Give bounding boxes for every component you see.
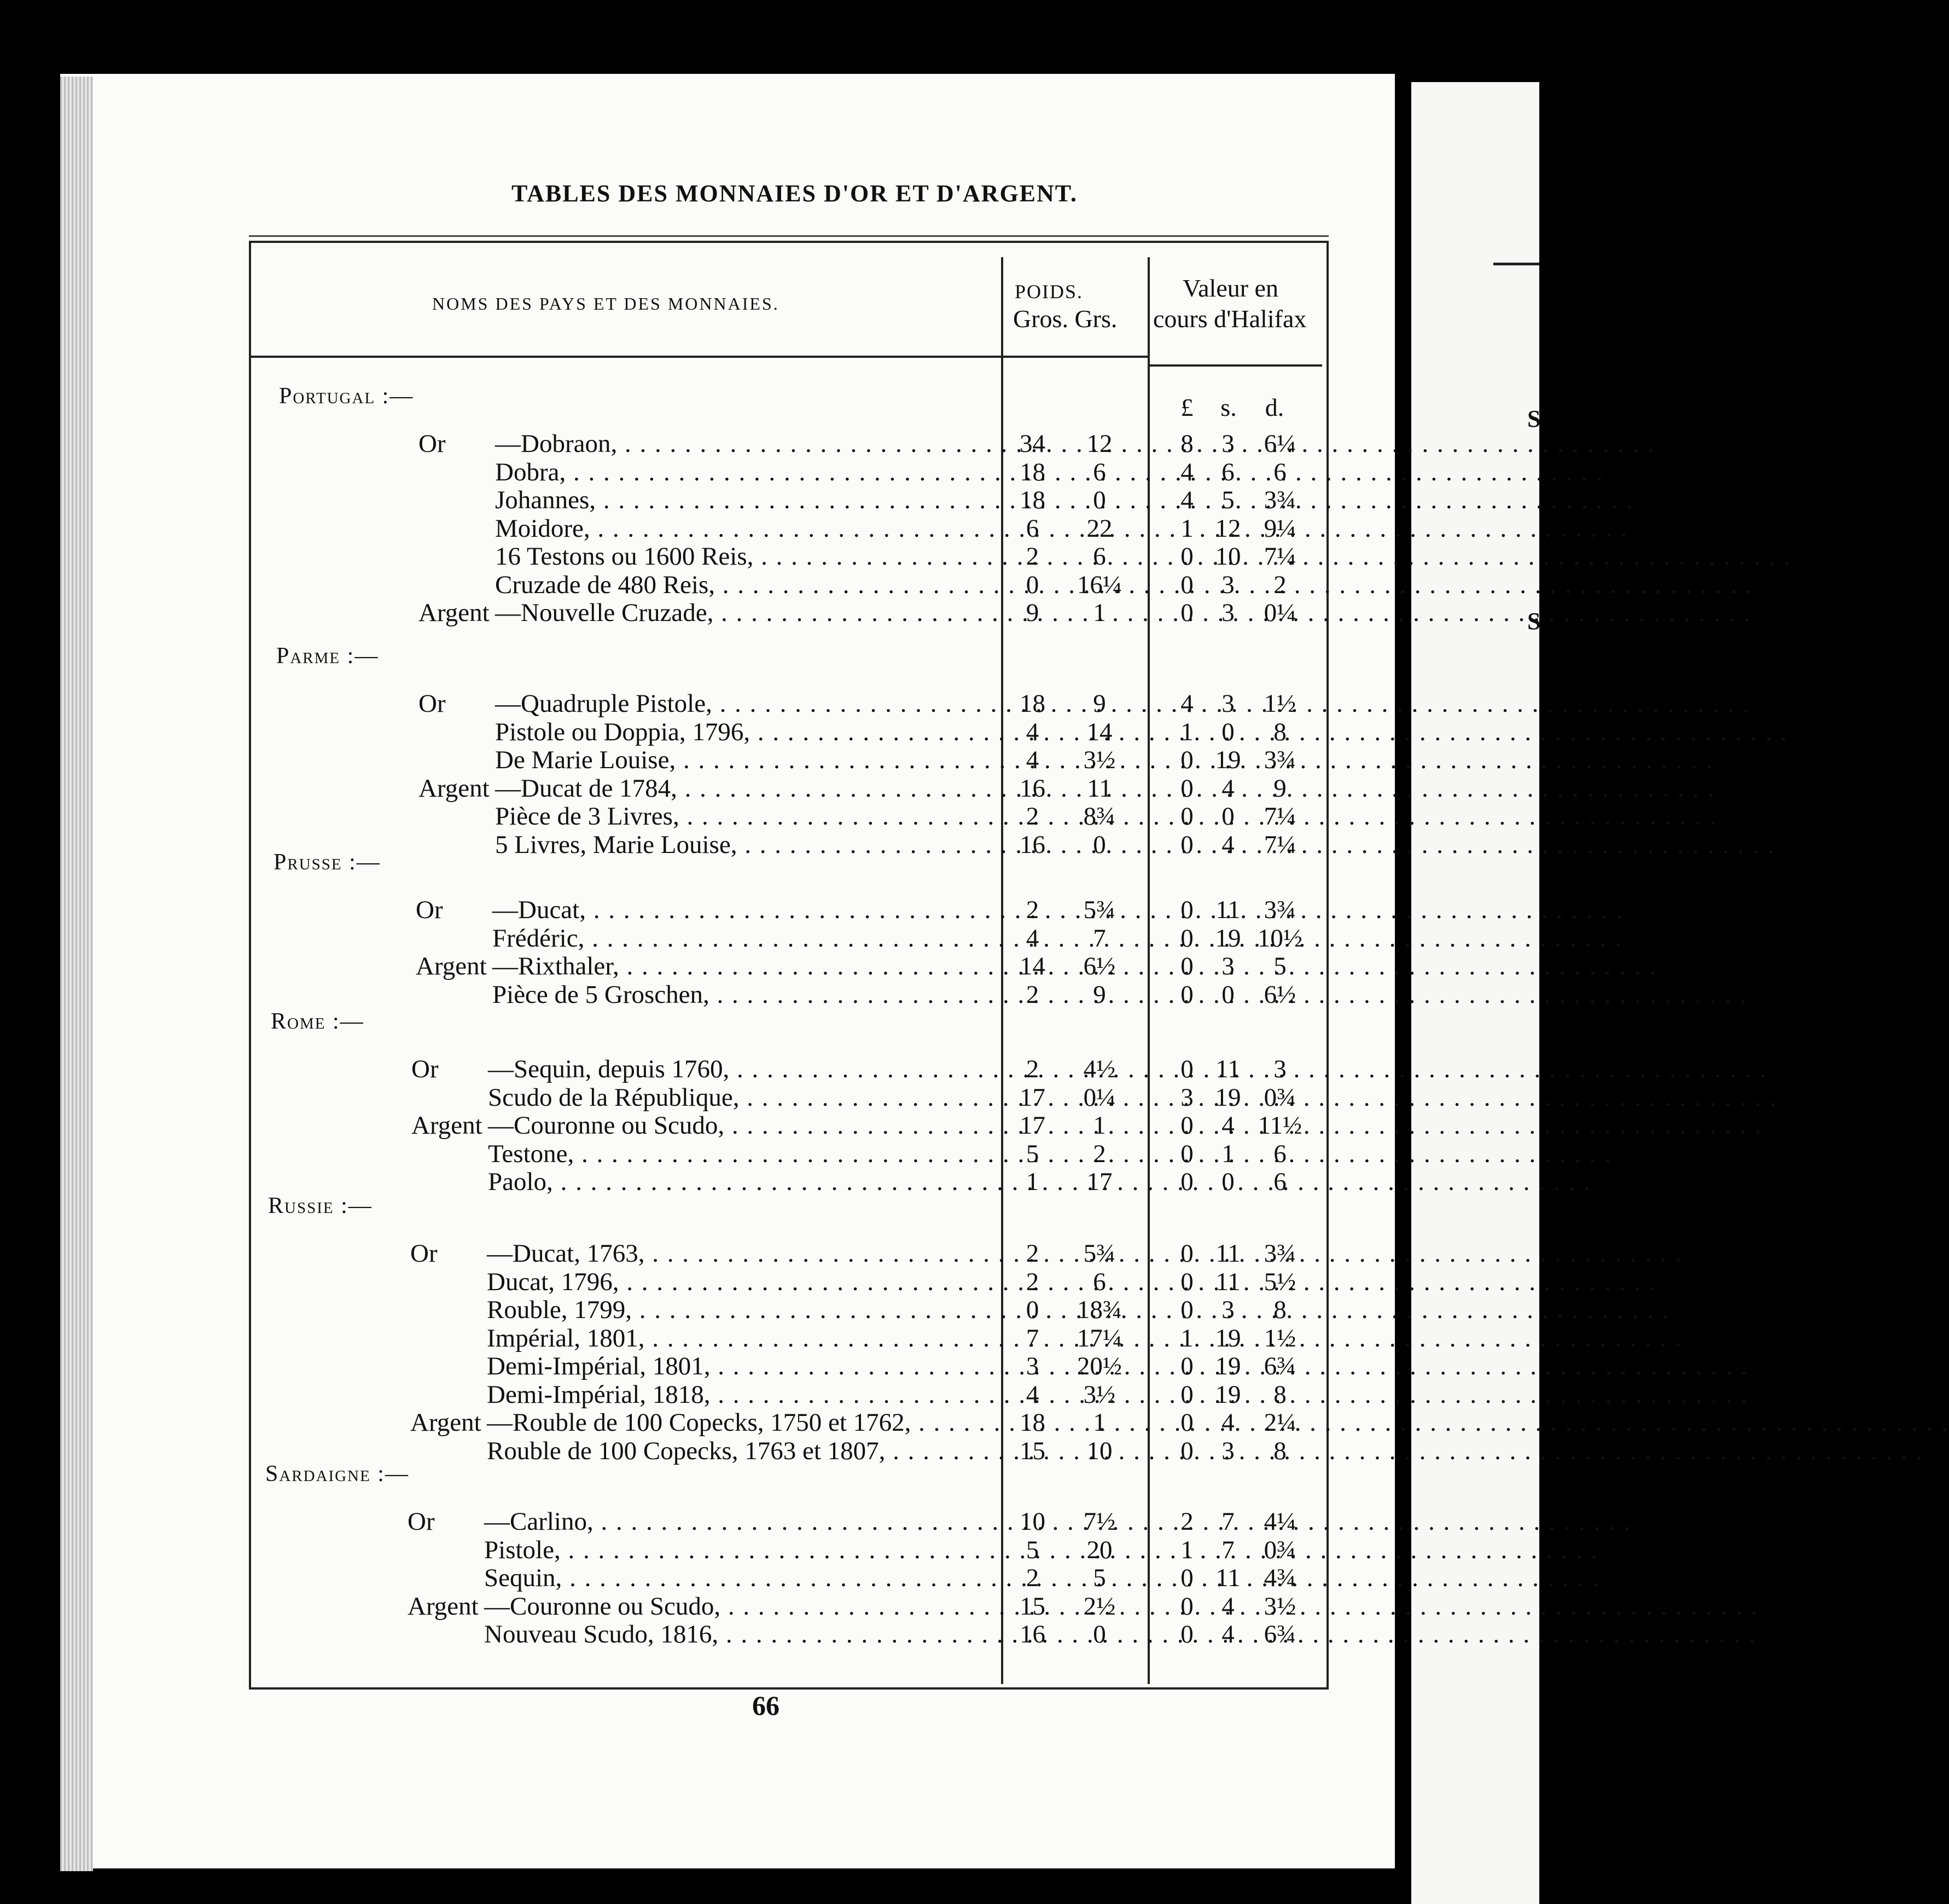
coin-name: Pièce de 3 Livres, . . .: [495, 803, 996, 830]
table-row: [0, 1593, 1539, 1620]
coin-name: —Ducat, . . .: [492, 896, 996, 924]
value-shillings: 4: [1221, 1408, 1235, 1437]
country-heading: Portugal :—: [279, 384, 414, 409]
header-cours: cours d'Halifax: [1153, 305, 1307, 333]
coin-name: —Couronne ou Scudo, . . .: [484, 1593, 996, 1620]
weight-grains: 0¼: [1083, 1083, 1116, 1112]
value-pounds: 2: [1180, 1507, 1194, 1536]
weight-gros: 4: [1026, 746, 1039, 774]
weight-grains: 17: [1086, 1168, 1113, 1196]
weight-gros: 15: [1020, 1436, 1045, 1465]
weight-gros: 18: [1020, 1408, 1045, 1437]
value-pence: 3¾: [1264, 1239, 1296, 1268]
table-row: [0, 1536, 1539, 1564]
top-double-rule: [249, 235, 1329, 237]
value-pence: 2¼: [1264, 1408, 1296, 1437]
coin-name: Impérial, 1801, . . .: [487, 1325, 996, 1352]
value-pounds: 0: [1180, 1380, 1194, 1409]
value-pence: 2: [1273, 570, 1287, 599]
value-pounds: 0: [1180, 1168, 1194, 1196]
coin-name: Nouveau Scudo, 1816, . . .: [484, 1621, 996, 1648]
value-pounds: 0: [1180, 570, 1194, 599]
weight-grains: 11: [1087, 774, 1112, 803]
value-shillings: 0: [1221, 717, 1235, 746]
weight-gros: 17: [1020, 1111, 1045, 1140]
weight-gros: 0: [1026, 1296, 1039, 1324]
coin-name: —Ducat, 1763, . . .: [487, 1240, 996, 1267]
weight-gros: 5: [1026, 1535, 1039, 1564]
metal-label: Or: [411, 1055, 439, 1083]
country-heading: Sardaigne :—: [265, 1461, 409, 1487]
weight-grains: 10: [1086, 1436, 1113, 1465]
header-poids: POIDS.: [1015, 281, 1084, 303]
value-pence: 8: [1273, 717, 1287, 746]
table-row: [0, 1409, 1539, 1436]
table-row: [0, 1240, 1539, 1267]
value-pence: 3½: [1264, 1592, 1296, 1621]
table-row: [0, 458, 1539, 486]
value-pence: 5: [1273, 952, 1287, 980]
table-row: [0, 803, 1539, 830]
coin-name: Rouble de 100 Copecks, 1763 et 1807, . . .: [487, 1437, 996, 1465]
value-pounds: 1: [1180, 514, 1194, 543]
weight-grains: 22: [1086, 514, 1113, 543]
value-pence: 6¼: [1264, 429, 1296, 458]
unit-shillings: s.: [1220, 393, 1237, 421]
value-pounds: 4: [1180, 486, 1194, 514]
value-pence: 5½: [1264, 1267, 1296, 1296]
value-pounds: 0: [1180, 830, 1194, 859]
coin-name: —Ducat de 1784, . . .: [495, 775, 996, 802]
table-row: [0, 430, 1539, 457]
value-shillings: 3: [1221, 599, 1235, 627]
weight-gros: 4: [1026, 924, 1039, 953]
weight-grains: 0: [1093, 486, 1106, 514]
value-shillings: 11: [1215, 1239, 1241, 1268]
table-row: [0, 1268, 1539, 1296]
coin-name: —Sequin, depuis 1760, . . .: [488, 1055, 996, 1083]
table-row: [0, 831, 1539, 858]
table-row: [0, 1296, 1539, 1323]
value-pounds: 0: [1180, 542, 1194, 571]
value-shillings: 12: [1215, 514, 1241, 543]
weight-grains: 20: [1086, 1535, 1113, 1564]
weight-gros: 10: [1020, 1507, 1045, 1536]
table-row: [0, 1140, 1539, 1168]
table-row: [0, 690, 1539, 717]
coin-name: —Rouble de 100 Copecks, 1750 et 1762, . . .: [487, 1409, 996, 1436]
value-pounds: 1: [1180, 717, 1194, 746]
table-row: [0, 1381, 1539, 1408]
value-pounds: 8: [1180, 429, 1194, 458]
value-pence: 0¾: [1264, 1535, 1296, 1564]
value-pence: 8: [1273, 1436, 1287, 1465]
weight-gros: 16: [1020, 774, 1045, 803]
weight-gros: 2: [1026, 1564, 1039, 1592]
value-pounds: 0: [1180, 1352, 1194, 1380]
weight-grains: 5: [1093, 1564, 1106, 1592]
coin-name: —Rixthaler, . . .: [492, 953, 996, 980]
value-shillings: 3: [1221, 1436, 1235, 1465]
value-pounds: 0: [1180, 1111, 1194, 1140]
value-shillings: 19: [1215, 746, 1241, 774]
coin-name: Ducat, 1796, . . .: [487, 1268, 996, 1296]
table-row: [0, 1168, 1539, 1195]
weight-grains: 9: [1093, 689, 1106, 718]
table-row: [0, 1055, 1539, 1083]
value-shillings: 11: [1215, 1055, 1241, 1083]
value-pounds: 0: [1180, 599, 1194, 627]
weight-gros: 0: [1026, 570, 1039, 599]
facing-page-letter: S: [1527, 405, 1541, 432]
weight-grains: 4½: [1083, 1055, 1116, 1083]
value-pence: 4¼: [1264, 1507, 1296, 1536]
value-pence: 3: [1273, 1055, 1287, 1083]
weight-grains: 2½: [1083, 1592, 1116, 1621]
coin-name: 5 Livres, Marie Louise, . . .: [495, 831, 996, 858]
table-row: [0, 981, 1539, 1008]
weight-grains: 5¾: [1083, 896, 1116, 924]
weight-gros: 2: [1026, 1055, 1039, 1083]
value-pence: 7¼: [1264, 802, 1296, 831]
weight-grains: 1: [1093, 599, 1106, 627]
table-row: [0, 746, 1539, 774]
coin-name: —Dobraon, . . .: [495, 430, 996, 457]
coin-name: Pistole ou Doppia, 1796, . . .: [495, 718, 996, 746]
value-pence: 3¾: [1264, 486, 1296, 514]
value-shillings: 19: [1215, 1352, 1241, 1380]
value-shillings: 3: [1221, 570, 1235, 599]
weight-gros: 17: [1020, 1083, 1045, 1112]
table-row: [0, 1508, 1539, 1535]
coin-name: Demi-Impérial, 1801, . . .: [487, 1352, 996, 1380]
table-row: [0, 1564, 1539, 1592]
value-pounds: 0: [1180, 1055, 1194, 1083]
facing-page-rule: [1493, 263, 1539, 265]
weight-gros: 3: [1026, 1352, 1039, 1380]
value-pence: 3¾: [1264, 746, 1296, 774]
table-row: [0, 1084, 1539, 1111]
value-pounds: 0: [1180, 802, 1194, 831]
table-row: [0, 1112, 1539, 1139]
value-pence: 6¾: [1264, 1352, 1296, 1380]
table-row: [0, 486, 1539, 514]
weight-grains: 7: [1093, 924, 1106, 953]
metal-label: Argent: [411, 1111, 482, 1140]
coin-name: Dobra, . . .: [495, 458, 996, 486]
weight-grains: 3½: [1083, 1380, 1116, 1409]
value-pounds: 0: [1180, 1296, 1194, 1324]
weight-gros: 2: [1026, 980, 1039, 1009]
value-shillings: 7: [1221, 1507, 1235, 1536]
value-pence: 7¼: [1264, 542, 1296, 571]
table-row: [0, 515, 1539, 542]
weight-gros: 1: [1026, 1168, 1039, 1196]
weight-grains: 6½: [1083, 952, 1116, 980]
value-pence: 8: [1273, 1296, 1287, 1324]
value-pence: 6: [1273, 1168, 1287, 1196]
weight-gros: 2: [1026, 542, 1039, 571]
value-shillings: 3: [1221, 952, 1235, 980]
coin-name: Frédéric, . . .: [492, 925, 996, 952]
value-pence: 0¾: [1264, 1083, 1296, 1112]
value-pounds: 0: [1180, 1239, 1194, 1268]
value-shillings: 11: [1215, 1267, 1241, 1296]
weight-gros: 9: [1026, 599, 1039, 627]
weight-grains: 17¼: [1077, 1323, 1122, 1352]
value-pounds: 1: [1180, 1535, 1194, 1564]
value-shillings: 19: [1215, 1083, 1241, 1112]
value-shillings: 11: [1215, 1564, 1241, 1592]
weight-grains: 6: [1093, 457, 1106, 486]
value-shillings: 4: [1221, 1111, 1235, 1140]
value-pounds: 0: [1180, 1564, 1194, 1592]
value-pence: 6: [1273, 1139, 1287, 1168]
value-pence: 10½: [1257, 924, 1303, 953]
coin-name: Moidore, . . .: [495, 515, 996, 542]
weight-gros: 2: [1026, 896, 1039, 924]
metal-label: Or: [418, 429, 446, 458]
value-shillings: 11: [1215, 896, 1241, 924]
table-row: [0, 1437, 1539, 1465]
value-shillings: 19: [1215, 924, 1241, 953]
weight-gros: 15: [1020, 1592, 1045, 1621]
coin-name: —Quadruple Pistole, . . .: [495, 690, 996, 717]
weight-gros: 14: [1020, 952, 1045, 980]
value-shillings: 1: [1221, 1139, 1235, 1168]
table-row: [0, 718, 1539, 746]
weight-gros: 18: [1020, 689, 1045, 718]
weight-grains: 3½: [1083, 746, 1116, 774]
unit-pence: d.: [1265, 393, 1284, 421]
weight-gros: 16: [1020, 1620, 1045, 1648]
value-shillings: 4: [1221, 1592, 1235, 1621]
value-shillings: 6: [1221, 457, 1235, 486]
value-shillings: 0: [1221, 1168, 1235, 1196]
weight-grains: 0: [1093, 830, 1106, 859]
weight-grains: 6: [1093, 542, 1106, 571]
value-pence: 6½: [1264, 980, 1296, 1009]
weight-grains: 6: [1093, 1267, 1106, 1296]
value-pounds: 0: [1180, 1408, 1194, 1437]
table-row: [0, 1621, 1539, 1648]
coin-name: Testone, . . .: [488, 1140, 996, 1168]
weight-grains: 2: [1093, 1139, 1106, 1168]
country-heading: Russie :—: [268, 1193, 373, 1218]
value-shillings: 3: [1221, 689, 1235, 718]
table-row: [0, 925, 1539, 952]
metal-label: Argent: [408, 1592, 479, 1621]
weight-grains: 1: [1093, 1111, 1106, 1140]
coin-name: Rouble, 1799, . . .: [487, 1296, 996, 1323]
value-pence: 0¼: [1264, 599, 1296, 627]
value-pounds: 0: [1180, 774, 1194, 803]
value-shillings: 19: [1215, 1380, 1241, 1409]
value-pounds: 0: [1180, 1139, 1194, 1168]
table-row: [0, 1352, 1539, 1380]
weight-grains: 12: [1086, 429, 1113, 458]
value-shillings: 5: [1221, 486, 1235, 514]
value-pounds: 0: [1180, 924, 1194, 953]
value-shillings: 3: [1221, 1296, 1235, 1324]
header-valeur: Valeur en: [1183, 274, 1278, 302]
weight-grains: 8¾: [1083, 802, 1116, 831]
weight-gros: 7: [1026, 1323, 1039, 1352]
weight-gros: 2: [1026, 1239, 1039, 1268]
value-pounds: 0: [1180, 952, 1194, 980]
weight-gros: 4: [1026, 717, 1039, 746]
table-row: [0, 599, 1539, 626]
value-pence: 6: [1273, 457, 1287, 486]
weight-gros: 4: [1026, 1380, 1039, 1409]
weight-grains: 18¾: [1077, 1296, 1122, 1324]
country-heading: Prusse :—: [274, 850, 381, 875]
metal-label: Or: [410, 1239, 438, 1268]
weight-gros: 18: [1020, 486, 1045, 514]
coin-name: 16 Testons ou 1600 Reis, . . .: [495, 543, 996, 570]
coin-name: Paolo, . . .: [488, 1168, 996, 1195]
value-pence: 9: [1273, 774, 1287, 803]
table-row: [0, 1325, 1539, 1352]
unit-pounds: £: [1180, 393, 1194, 421]
weight-gros: 2: [1026, 1267, 1039, 1296]
value-shillings: 0: [1221, 802, 1235, 831]
value-pence: 6¾: [1264, 1620, 1296, 1648]
weight-grains: 5¾: [1083, 1239, 1116, 1268]
metal-label: Or: [416, 896, 443, 924]
header-gros-grs: Gros. Grs.: [1013, 305, 1118, 333]
coin-name: Cruzade de 480 Reis, . . .: [495, 571, 996, 599]
weight-grains: 0: [1093, 1620, 1106, 1648]
value-pounds: 0: [1180, 1592, 1194, 1621]
value-shillings: 7: [1221, 1535, 1235, 1564]
facing-page-letter: S: [1527, 608, 1541, 635]
coin-name: Demi-Impérial, 1818, . . .: [487, 1381, 996, 1408]
value-pounds: 4: [1180, 689, 1194, 718]
value-pence: 7¼: [1264, 830, 1296, 859]
weight-grains: 1: [1093, 1408, 1106, 1437]
value-shillings: 0: [1221, 980, 1235, 1009]
weight-grains: 20½: [1077, 1352, 1122, 1380]
weight-gros: 16: [1020, 830, 1045, 859]
page-title: TABLES DES MONNAIES D'OR ET D'ARGENT.: [511, 180, 1078, 207]
page-number: 66: [752, 1690, 779, 1721]
weight-gros: 6: [1026, 514, 1039, 543]
value-shillings: 4: [1221, 774, 1235, 803]
table-row: [0, 896, 1539, 924]
weight-grains: 9: [1093, 980, 1106, 1009]
metal-label: Argent: [416, 952, 487, 980]
coin-name: Sequin, . . .: [484, 1564, 996, 1592]
table-row: [0, 775, 1539, 802]
header-rule-valeur: [1150, 364, 1322, 367]
coin-name: —Couronne ou Scudo, . . .: [488, 1112, 996, 1139]
weight-grains: 14: [1086, 717, 1113, 746]
value-pounds: 0: [1180, 746, 1194, 774]
value-pounds: 0: [1180, 1620, 1194, 1648]
header-names: NOMS DES PAYS ET DES MONNAIES.: [432, 294, 779, 314]
weight-grains: 7½: [1083, 1507, 1116, 1536]
value-pence: 1½: [1264, 1323, 1296, 1352]
weight-gros: 5: [1026, 1139, 1039, 1168]
metal-label: Argent: [410, 1408, 481, 1437]
coin-name: De Marie Louise, . . .: [495, 746, 996, 774]
value-pounds: 4: [1180, 457, 1194, 486]
country-heading: Parme :—: [276, 643, 379, 669]
weight-grains: 16¼: [1077, 570, 1122, 599]
country-heading: Rome :—: [271, 1009, 364, 1034]
coin-name: Pistole, . . .: [484, 1536, 996, 1564]
value-shillings: 3: [1221, 429, 1235, 458]
metal-label: Argent: [418, 599, 490, 627]
metal-label: Or: [408, 1507, 435, 1536]
coin-name: Pièce de 5 Groschen, . . .: [492, 981, 996, 1008]
value-shillings: 19: [1215, 1323, 1241, 1352]
value-shillings: 4: [1221, 1620, 1235, 1648]
value-pence: 9¼: [1264, 514, 1296, 543]
value-pence: 11½: [1258, 1111, 1302, 1140]
value-pounds: 0: [1180, 1267, 1194, 1296]
value-shillings: 10: [1215, 542, 1241, 571]
value-pence: 3¾: [1264, 896, 1296, 924]
coin-name: —Carlino, . . .: [484, 1508, 996, 1535]
value-pence: 8: [1273, 1380, 1287, 1409]
metal-label: Or: [418, 689, 446, 718]
coin-name: Johannes, . . .: [495, 486, 996, 514]
metal-label: Argent: [418, 774, 490, 803]
value-pence: 4¾: [1264, 1564, 1296, 1592]
weight-gros: 34: [1020, 429, 1045, 458]
value-pounds: 0: [1180, 980, 1194, 1009]
value-shillings: 4: [1221, 830, 1235, 859]
weight-gros: 18: [1020, 457, 1045, 486]
value-pounds: 0: [1180, 1436, 1194, 1465]
value-pence: 1½: [1264, 689, 1296, 718]
value-pounds: 3: [1180, 1083, 1194, 1112]
value-pounds: 0: [1180, 896, 1194, 924]
table-row: [0, 953, 1539, 980]
weight-gros: 2: [1026, 802, 1039, 831]
table-row: [0, 571, 1539, 599]
coin-name: —Nouvelle Cruzade, . . .: [495, 599, 996, 626]
header-rule: [251, 356, 1149, 358]
value-pounds: 1: [1180, 1323, 1194, 1352]
table-row: [0, 543, 1539, 570]
coin-name: Scudo de la République, . . .: [488, 1084, 996, 1111]
